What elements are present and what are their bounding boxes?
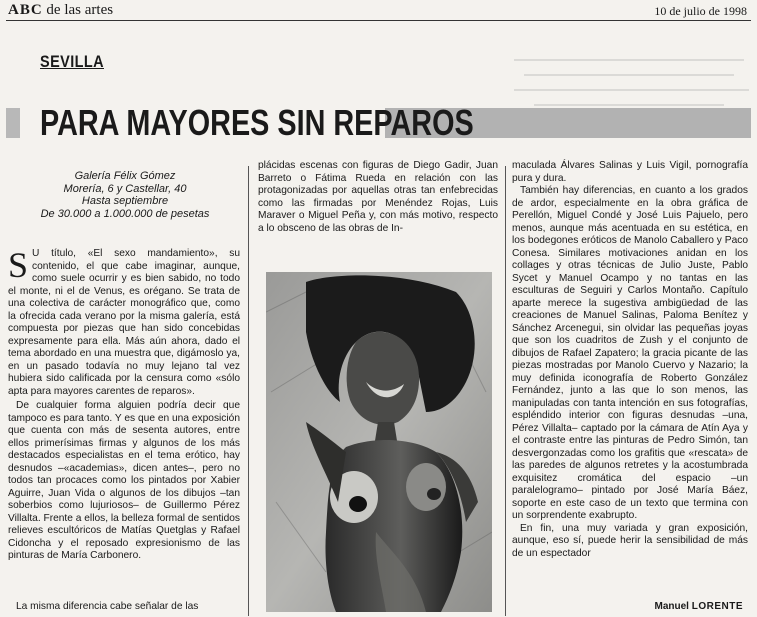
publication-date: 10 de julio de 1998 [654,4,747,18]
venue: Galería Félix Gómez [74,170,176,182]
section-name: de las artes [46,2,114,18]
paragraph: En fin, una muy variada y gran exposición, aunque, eso sí, puede herir la sensibilidad de más de un espectador [512,522,748,559]
headline: PARA MAYORES SIN REPAROS [40,102,474,143]
byline [654,601,743,612]
article-column-3 [512,160,748,560]
paragraph: plácidas escenas con figuras de Diego Gadir, Juan Barreto o Fátima Rueda en relación con las protagonizadas por aquellas otras tan enfebrecidas como las firmadas por Menéndez Rojas, Luis Maraver o Miguel Peña y, con más motivo, respecto a lo obsceno de las obras de In- [258,160,498,234]
headline-band-left [6,108,20,138]
newspaper-brand: ABC [8,2,43,18]
header-rule [6,20,751,21]
paragraph: maculada Álvares Salinas y Luis Vigil, pornografía pura y dura. [512,160,748,184]
address: Morería, 6 y Castellar, 40 [63,182,187,195]
paragraph [8,245,240,398]
drop-cap: S [8,245,29,285]
exhibition-info [10,170,240,220]
author-last-name: LORENTE [691,601,743,612]
article-column-2 [258,160,498,235]
artwork-photo [266,272,492,612]
paragraph: También hay diferencias, en cuanto a los grados de ardor, especialmente en la obra gráfica de Perellón, Miguel Condé y José Luis Pajuelo, pero menos, aunque más acentuada en su estética, en los bodegones eróticos de Manolo Caballero y Paco Conesa. Similares motivaciones anidan en los collages y otras técnicas de Julio Juste, Pablo Sycet y Manuel Ocampo y no tantas en las esculturas de Seguiri y Carlos Montaño. Capítulo aparte merece la sugestiva ambigüedad de las creaciones de Manuel Salinas, Paloma Benítez y Sánchez Arcenegui, sin olvidar las pequeñas joyas que son los cuadritos de Zush y el conjunto de dibujos de Rafael Zapatero; la gracia picante de las piezas mostradas por Manolo Cuervo y Nazario; la muy definida iconografía de Roberto González Fernández, junto a las que lo son menos, las manipuladas con tanta intención en sus fotografías, espléndido interior con figuras desnudas –una, Pérez Villalta– captado por la cámara de Atín Aya y el contraste entre las pinturas de Pedro Simón, tan desvergonzadas como los grafitis que «rescata» de las paredes de algunos retretes y la acostumbrada exquisitez cromática del espacio –un paralelogramo– pintado por José María Báez, soporte en este caso de un texto que termina con un sorprendente exabrupto. [512,185,748,521]
article-column-1 [8,245,240,563]
newspaper-header [8,2,113,19]
column-divider [505,166,506,616]
author-first-name: Manuel [654,601,689,612]
column-divider [248,166,249,616]
section-label: SEVILLA [40,52,105,71]
paragraph-continuation [8,601,240,612]
paragraph-text: La misma diferencia cabe señalar de las [16,601,199,612]
paragraph: De cualquier forma alguien podría decir que tampoco es para tanto. Y es que en una exposición que cuenta con más de sesenta autores, entre ellos primerísimas firmas y algunos de los más destacados especialistas en el tema erótico, hay desnudos –«academias», dicen antes–, pero no todos tan procaces como los pintados por Xabier Aguirre, Juan Vida o algunos de los dibujos –tan soberbios como lujuriosos– de Guillermo Pérez Villalta. Frente a ellos, la belleza formal de sentidos relieves escultóricos de Matías Quetglas y Rafael Cidoncha y el reposado expresionismo de las pinturas de María Carbonero. [8,400,240,561]
price-range: De 30.000 a 1.000.000 de pesetas [40,207,210,220]
paragraph-text: U título, «El sexo mandamiento», su contenido, el que cabe imaginar, aunque, como suele ocurrir y es bien sabido, no todo el monte, ni el de Venus, es orégano. Se trata de una colectiva de carácter monográfico que, como la ofrecida cada verano por la misma galería, está compuesta por piezas que han sido concebidas expresamente para ella. Más aún ahora, dado el tema abordado en una muestra que, digámoslo ya, en un pasado todavía no muy lejano tal vez hubiera sido calificada por la censura como «sólo apta para mayores carentes de reparos». [8,248,240,397]
exhibition-dates: Hasta septiembre [81,195,169,207]
